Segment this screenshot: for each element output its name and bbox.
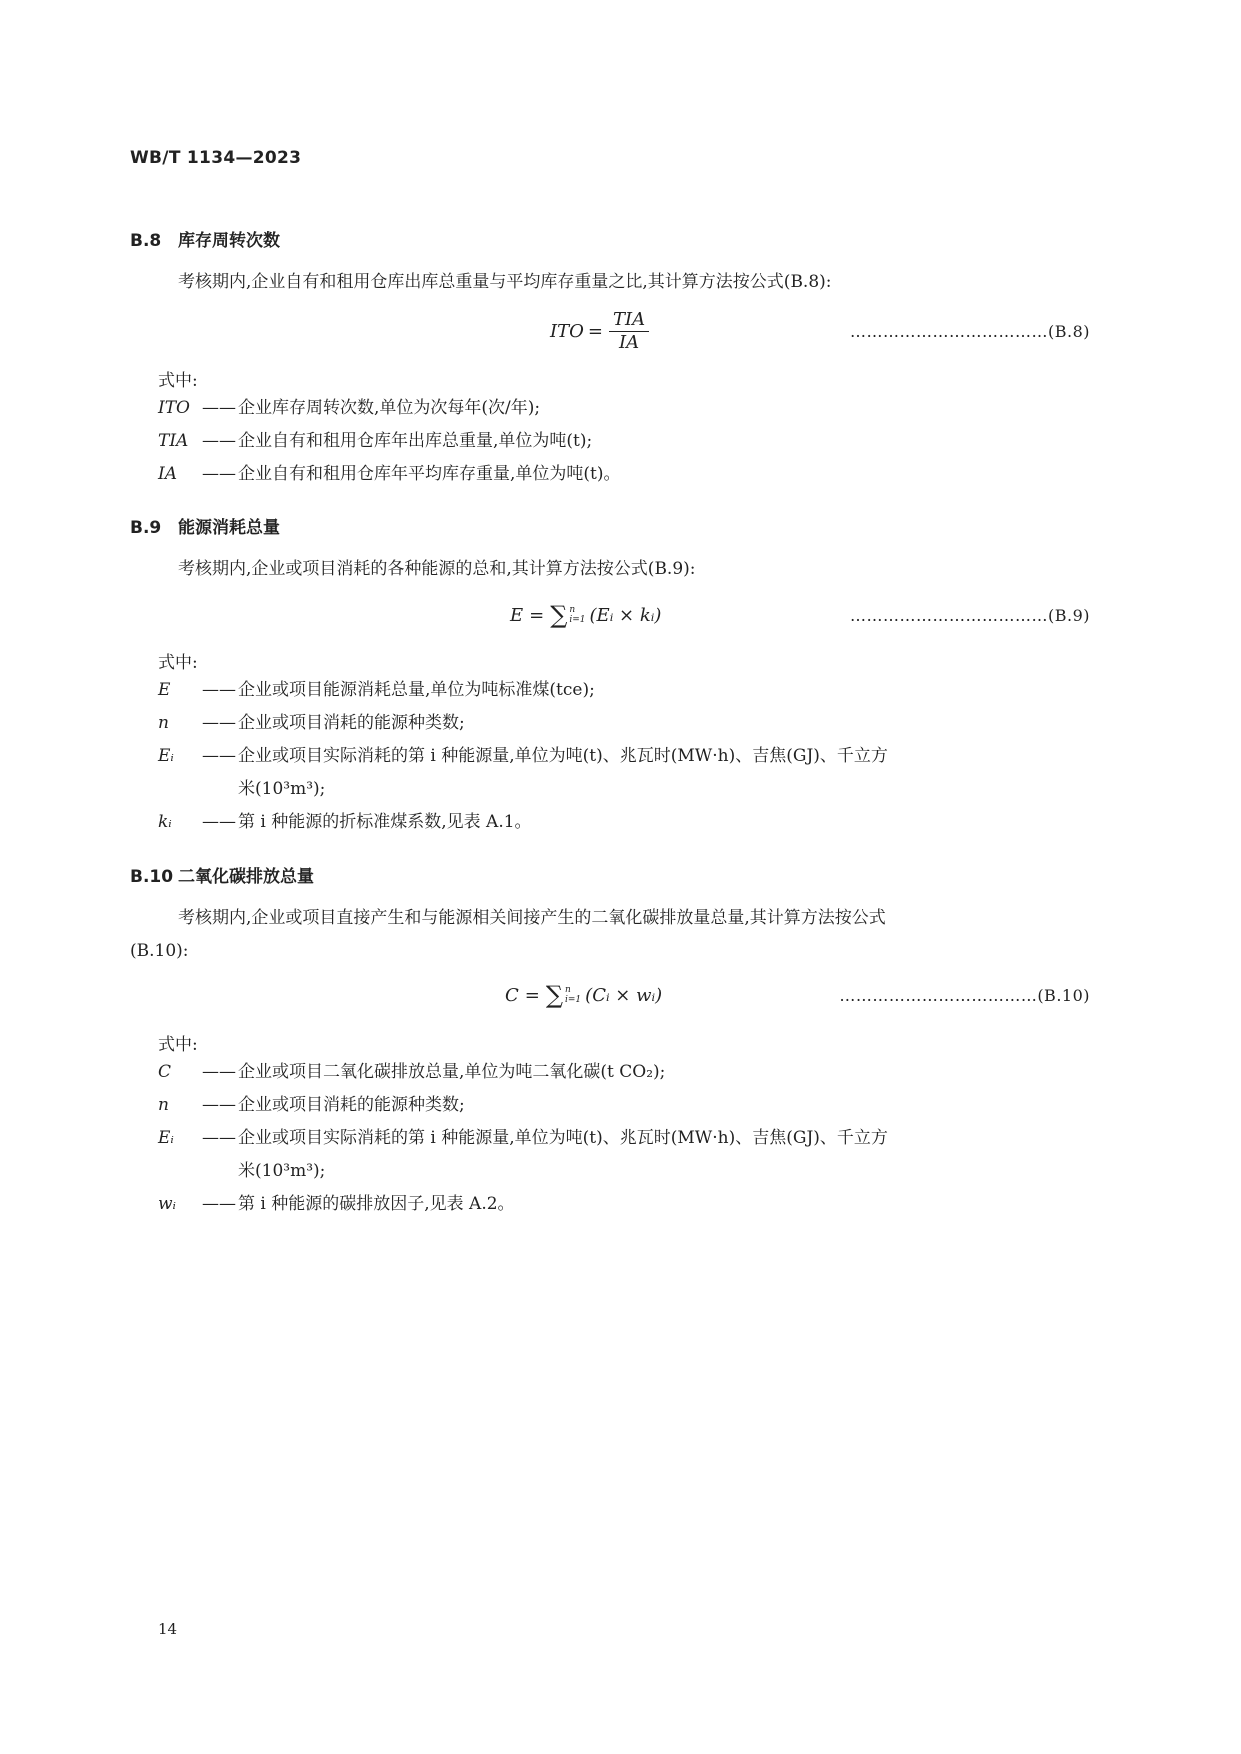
definition-symbol: wᵢ [158, 1194, 176, 1214]
definition-item: wᵢ —— 第 i 种能源的碳排放因子,见表 A.2。 [158, 1188, 1090, 1221]
definition-item: n —— 企业或项目消耗的能源种类数; [158, 707, 1090, 740]
formula-expression [550, 308, 649, 354]
formula-equals: = [524, 984, 540, 1006]
definition-text: 企业自有和租用仓库年平均库存重量,单位为吨(t)。 [238, 464, 621, 484]
summation-body: (Cᵢ × wᵢ) [585, 984, 663, 1006]
definition-symbol: IA [158, 464, 177, 484]
section-title: 库存周转次数 [178, 231, 280, 251]
section-paragraph: 考核期内,企业或项目直接产生和与能源相关间接产生的二氧化碳排放量总量,其计算方法按公式 (B.10): [130, 908, 886, 961]
paragraph-continuation: (B.10): [130, 941, 189, 961]
definition-text: 企业或项目实际消耗的第 i 种能源量,单位为吨(t)、兆瓦时(MW·h)、吉焦(GJ)、千立方 [238, 1128, 888, 1148]
summation-upper: n [565, 985, 571, 995]
fraction-numerator: TIA [609, 309, 649, 332]
definition-item: IA —— 企业自有和租用仓库年平均库存重量,单位为吨(t)。 [158, 458, 1090, 491]
definition-item: E —— 企业或项目能源消耗总量,单位为吨标准煤(tce); [158, 674, 1090, 707]
definition-item: kᵢ —— 第 i 种能源的折标准煤系数,见表 A.1。 [158, 806, 1090, 839]
definition-text: 企业库存周转次数,单位为次每年(次/年); [238, 398, 541, 418]
summation-lower: i=1 [569, 615, 586, 625]
definition-text: 第 i 种能源的折标准煤系数,见表 A.1。 [238, 812, 532, 832]
summation-limits [565, 985, 581, 1005]
definition-item: ITO —— 企业库存周转次数,单位为次每年(次/年); [158, 392, 1090, 425]
summation-limits [569, 605, 585, 625]
definition-symbol: TIA [158, 431, 189, 451]
definition-symbol: kᵢ [158, 812, 172, 832]
formula-equals: = [587, 320, 603, 342]
standard-code-header: WB/T 1134—2023 [130, 148, 302, 168]
definition-text: 企业自有和租用仓库年出库总重量,单位为吨(t); [238, 431, 593, 451]
formula-lhs: ITO [550, 320, 584, 342]
where-label: 式中: [158, 653, 198, 673]
formula-number: ………………………………(B.9) [849, 605, 1090, 625]
definition-text: 企业或项目实际消耗的第 i 种能源量,单位为吨(t)、兆瓦时(MW·h)、吉焦(GJ)、千立方 [238, 746, 888, 766]
formula-lhs: C [505, 984, 519, 1006]
section-heading-b10 [130, 862, 314, 887]
definition-item: C —— 企业或项目二氧化碳排放总量,单位为吨二氧化碳(t CO₂); [158, 1056, 1090, 1089]
definition-symbol: Eᵢ [158, 746, 174, 766]
formula-number: ………………………………(B.10) [839, 985, 1090, 1005]
section-title: 二氧化碳排放总量 [178, 867, 314, 887]
fraction-denominator: IA [618, 331, 640, 353]
section-paragraph: 考核期内,企业或项目消耗的各种能源的总和,其计算方法按公式(B.9): [178, 559, 696, 579]
definition-text: 企业或项目能源消耗总量,单位为吨标准煤(tce); [238, 680, 595, 700]
formula-expression [505, 972, 662, 1018]
summation-lower: i=1 [565, 995, 582, 1005]
summation-body: (Eᵢ × kᵢ) [589, 604, 662, 626]
formula-b10 [130, 972, 1090, 1018]
definition-item: Eᵢ —— 企业或项目实际消耗的第 i 种能源量,单位为吨(t)、兆瓦时(MW·h)、吉焦(GJ)、千立方 米(10³m³); [158, 740, 1090, 806]
definition-text: 企业或项目二氧化碳排放总量,单位为吨二氧化碳(t CO₂); [238, 1062, 666, 1082]
section-heading-b8 [130, 226, 280, 251]
formula-expression [510, 592, 661, 638]
summation-symbol: ∑ [545, 981, 564, 1009]
definition-item: TIA —— 企业自有和租用仓库年出库总重量,单位为吨(t); [158, 425, 1090, 458]
section-number: B.10 [130, 867, 174, 887]
definition-symbol: C [158, 1062, 172, 1082]
definition-symbol: Eᵢ [158, 1128, 174, 1148]
definition-text: 企业或项目消耗的能源种类数; [238, 713, 465, 733]
section-number: B.9 [130, 518, 162, 538]
formula-lhs: E [510, 604, 524, 626]
section-number: B.8 [130, 231, 162, 251]
definition-item: n —— 企业或项目消耗的能源种类数; [158, 1089, 1090, 1122]
section-heading-b9 [130, 513, 280, 538]
definition-symbol: ITO [158, 398, 190, 418]
definition-symbol: n [158, 1095, 169, 1115]
definition-item: Eᵢ —— 企业或项目实际消耗的第 i 种能源量,单位为吨(t)、兆瓦时(MW·h)、吉焦(GJ)、千立方 米(10³m³); [158, 1122, 1090, 1188]
where-label: 式中: [158, 1035, 198, 1055]
definition-continuation: 米(10³m³); [238, 779, 326, 799]
section-title: 能源消耗总量 [178, 518, 280, 538]
formula-b8 [130, 308, 1090, 354]
formula-equals: = [529, 604, 545, 626]
formula-number: ………………………………(B.8) [849, 321, 1090, 341]
formula-b9 [130, 592, 1090, 638]
summation-symbol: ∑ [550, 601, 568, 629]
definition-symbol: n [158, 713, 169, 733]
summation-upper: n [569, 605, 576, 615]
definition-symbol: E [158, 680, 171, 700]
definition-text: 企业或项目消耗的能源种类数; [238, 1095, 465, 1115]
definition-continuation: 米(10³m³); [238, 1161, 326, 1181]
section-paragraph: 考核期内,企业自有和租用仓库出库总重量与平均库存重量之比,其计算方法按公式(B.8): [178, 272, 832, 292]
page-number: 14 [158, 1620, 178, 1638]
definition-text: 第 i 种能源的碳排放因子,见表 A.2。 [238, 1194, 515, 1214]
where-label: 式中: [158, 371, 198, 391]
fraction [609, 309, 649, 354]
